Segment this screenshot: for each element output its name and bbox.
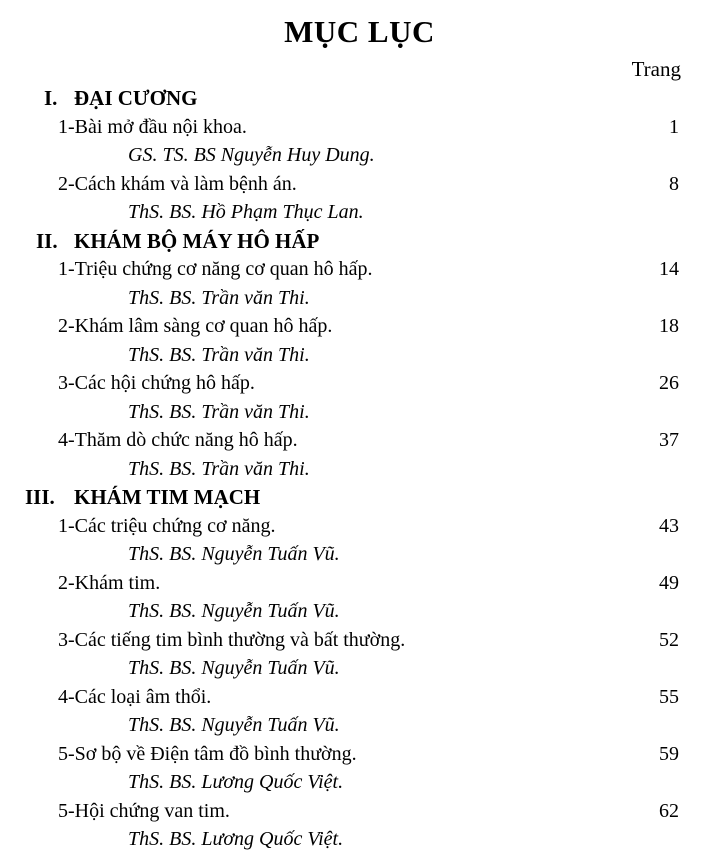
entry-page-number: 8: [669, 172, 679, 195]
toc-entry-author: [0, 711, 719, 740]
entry-page-number: 55: [659, 685, 679, 708]
entry-author: ThS. BS. Lương Quốc Việt.: [128, 828, 344, 850]
entry-title: 4-Các loại âm thổi.: [58, 685, 212, 708]
entry-title: 2-Cách khám và làm bệnh án.: [58, 172, 297, 195]
section-heading: [0, 483, 719, 512]
toc-entry-author: [0, 455, 719, 484]
toc-entry: [0, 512, 719, 541]
entry-page-number: 1: [669, 115, 679, 138]
entry-title: 4-Thăm dò chức năng hô hấp.: [58, 429, 298, 451]
entry-author: ThS. BS. Nguyễn Tuấn Vũ.: [128, 714, 340, 736]
entry-author: ThS. BS. Nguyễn Tuấn Vũ.: [128, 657, 340, 679]
toc-entry: [0, 312, 719, 341]
entry-page-number: 37: [659, 429, 679, 451]
entry-title: 3-Các tiếng tim bình thường và bất thường.: [58, 628, 406, 651]
entry-page-number: 26: [659, 372, 679, 394]
toc-entry: [0, 683, 719, 712]
entry-author: ThS. BS. Trần văn Thi.: [128, 457, 310, 480]
table-of-contents: [0, 84, 719, 854]
toc-entry-author: [0, 284, 719, 313]
toc-entry: [0, 626, 719, 655]
entry-title: 2-Khám lâm sàng cơ quan hô hấp.: [58, 315, 333, 337]
entry-title: 1-Bài mở đầu nội khoa.: [58, 115, 247, 138]
toc-entry-author: [0, 654, 719, 683]
toc-entry-author: [0, 597, 719, 626]
toc-entry: [0, 569, 719, 598]
entry-author: ThS. BS. Nguyễn Tuấn Vũ.: [128, 543, 340, 565]
toc-entry-author: [0, 768, 719, 797]
toc-entry: [0, 740, 719, 769]
entry-title: 5-Sơ bộ về Điện tâm đồ bình thường.: [58, 742, 357, 765]
entry-title: 5-Hội chứng van tim.: [58, 799, 230, 822]
entry-page-number: 52: [659, 628, 679, 651]
toc-entry-author: [0, 198, 719, 227]
page-title: MỤC LỤC: [284, 14, 435, 49]
section-number: II.: [36, 228, 58, 253]
page-column-header: Trang: [631, 57, 681, 81]
toc-entry-author: [0, 398, 719, 427]
entry-page-number: 43: [659, 514, 679, 537]
section-heading: [0, 84, 719, 113]
section-title: KHÁM TIM MẠCH: [74, 485, 261, 509]
toc-entry-author: [0, 540, 719, 569]
toc-entry: [0, 797, 719, 826]
entry-author: ThS. BS. Trần văn Thi.: [128, 400, 310, 423]
entry-page-number: 59: [659, 742, 679, 765]
toc-entry: [0, 426, 719, 455]
toc-entry-author: [0, 825, 719, 854]
entry-page-number: 18: [659, 315, 679, 337]
section-heading: [0, 227, 719, 256]
entry-title: 1-Các triệu chứng cơ năng.: [58, 514, 276, 537]
toc-entry: [0, 170, 719, 199]
entry-title: 3-Các hội chứng hô hấp.: [58, 372, 255, 394]
entry-page-number: 14: [659, 258, 679, 280]
entry-title: 2-Khám tim.: [58, 571, 161, 594]
entry-author: ThS. BS. Hồ Phạm Thục Lan.: [128, 201, 364, 223]
toc-entry: [0, 255, 719, 284]
entry-author: ThS. BS. Trần văn Thi.: [128, 286, 310, 309]
toc-entry: [0, 369, 719, 398]
toc-entry-author: [0, 141, 719, 170]
entry-author: ThS. BS. Lương Quốc Việt.: [128, 771, 344, 793]
section-number: III.: [25, 485, 55, 509]
entry-author: ThS. BS. Nguyễn Tuấn Vũ.: [128, 600, 340, 622]
toc-entry: [0, 113, 719, 142]
entry-page-number: 49: [659, 571, 679, 594]
entry-title: 1-Triệu chứng cơ năng cơ quan hô hấp.: [58, 258, 373, 280]
entry-author: GS. TS. BS Nguyễn Huy Dung.: [128, 144, 375, 166]
section-number: I.: [44, 86, 58, 110]
entry-page-number: 62: [659, 799, 679, 822]
section-title: ĐẠI CƯƠNG: [74, 86, 198, 110]
toc-entry-author: [0, 341, 719, 370]
section-title: KHÁM BỘ MÁY HÔ HẤP: [74, 228, 320, 253]
entry-author: ThS. BS. Trần văn Thi.: [128, 343, 310, 366]
